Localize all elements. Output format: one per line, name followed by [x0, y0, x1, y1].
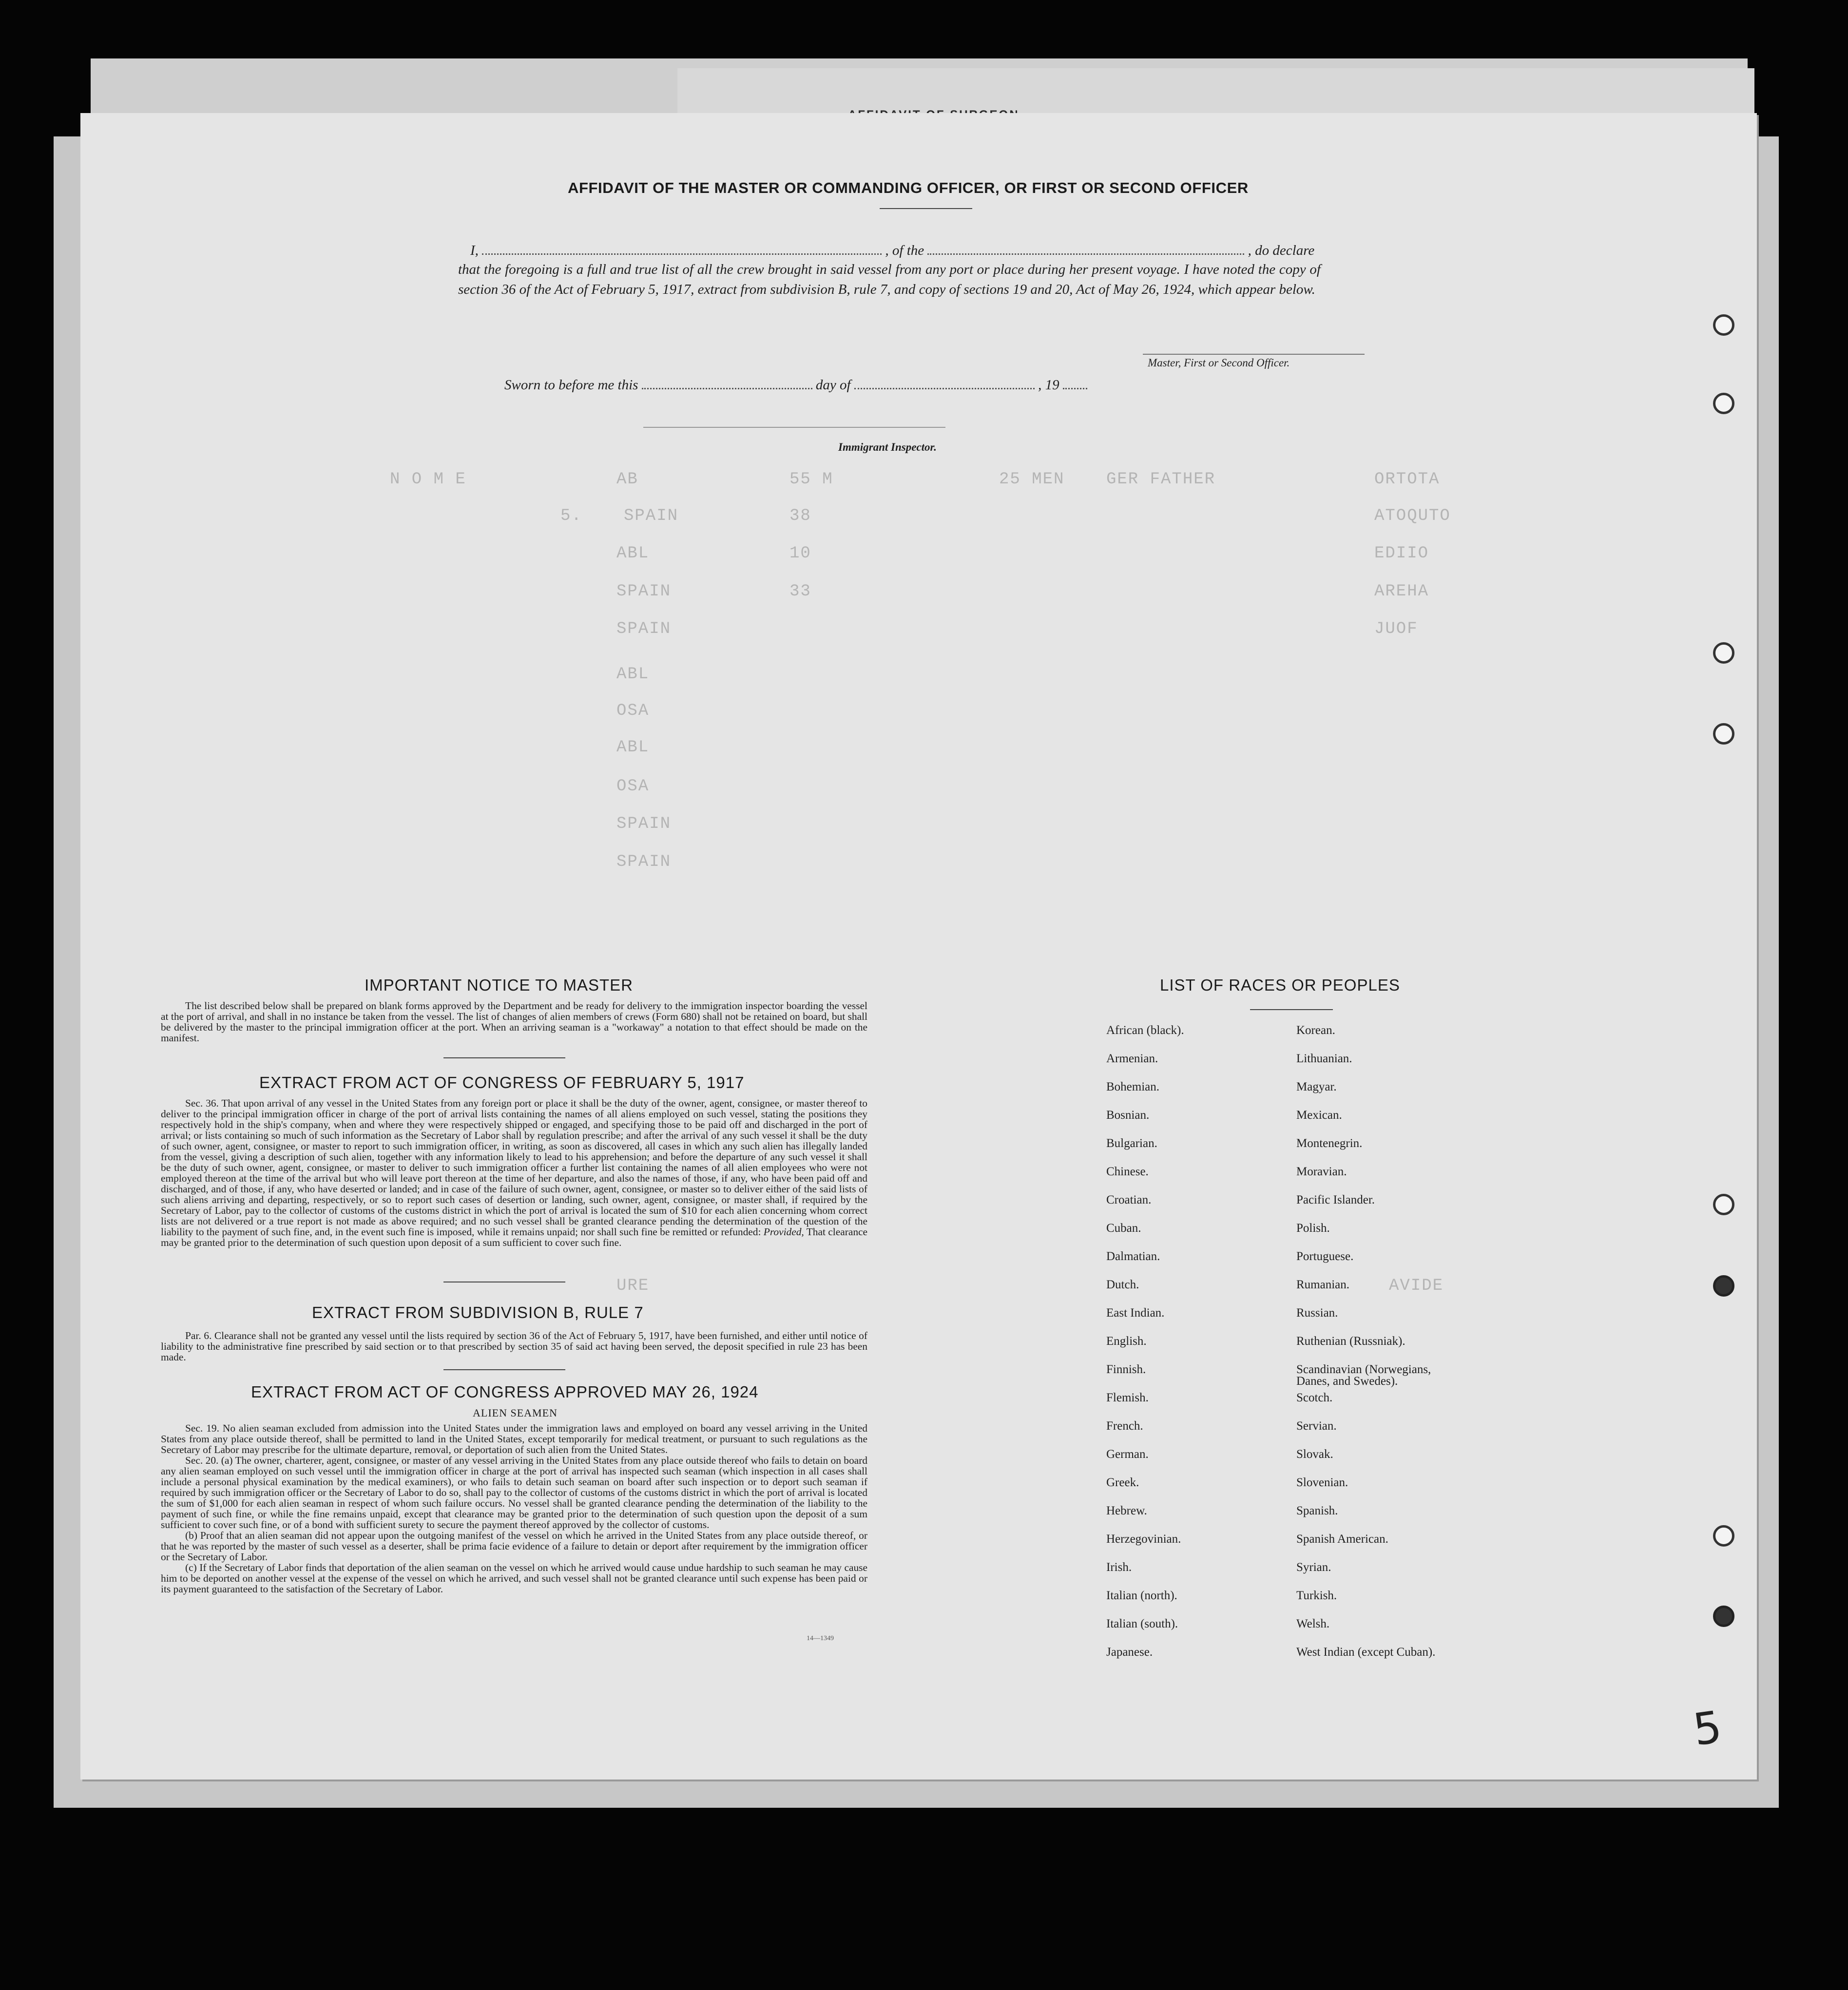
- form-number: 14—1349: [807, 1635, 834, 1642]
- rule7-title: EXTRACT FROM SUBDIVISION B, RULE 7: [312, 1303, 644, 1321]
- race-item: West Indian (except Cuban).: [1296, 1646, 1436, 1659]
- handwritten-page-number: 5: [1690, 1701, 1725, 1756]
- race-item: Syrian.: [1296, 1561, 1331, 1574]
- race-item: Croatian.: [1106, 1193, 1152, 1206]
- punch-hole: [1713, 642, 1734, 664]
- affidavit-of-the: , of the: [885, 243, 924, 258]
- sworn-month-blank[interactable]: [854, 377, 1035, 389]
- race-item: Irish.: [1106, 1561, 1132, 1574]
- race-item: Magyar.: [1296, 1080, 1337, 1093]
- race-item: Servian.: [1296, 1419, 1337, 1433]
- race-item: Greek.: [1106, 1476, 1139, 1489]
- race-item: Moravian.: [1296, 1165, 1347, 1178]
- race-item: Montenegrin.: [1296, 1137, 1363, 1150]
- extract-1924-text: [161, 1423, 867, 1594]
- race-item: Italian (north).: [1106, 1589, 1177, 1602]
- title-rule: [880, 208, 972, 209]
- affidavit-declare: , do declare: [1248, 243, 1315, 258]
- master-caption: Master, First or Second Officer.: [1148, 357, 1290, 369]
- race-item: East Indian.: [1106, 1306, 1165, 1320]
- race-item: Bohemian.: [1106, 1080, 1160, 1093]
- race-item: Hebrew.: [1106, 1504, 1147, 1517]
- alien-seamen-subtitle: ALIEN SEAMEN: [473, 1407, 558, 1419]
- races-column-1: [1106, 1025, 1184, 1675]
- race-item: Ruthenian (Russniak).: [1296, 1335, 1405, 1348]
- day-of-label: day of: [815, 377, 851, 393]
- section-20a: Sec. 20. (a) The owner, charterer, agent, consignee, or master of any vessel arriving in the United States from any place outside thereof who fails to detain on board any alien seaman employed on such vessel until the immigration officer in charge at the port of arrival has inspected such seaman (which inspection in all cases shall include a personal physical examination by the medical examiners), or who fails to detain such seaman on board after such inspection or to deport such seaman if required by such immigration officer or the Secretary of Labor to do so, shall pay to the collector of customs of the customs district in which the port of arrival is located the sum of $1,000 for each alien seaman in respect of whom such failure occurs. No vessel shall be granted clearance pending the determination of the liability to the payment of such fine, or while the fine remains unpaid, except that clearance may be granted prior to the determination of such question upon the deposit of a sum sufficient to cover such fine, or of a bond with sufficient surety to secure the payment thereof approved by the collector of customs.: [161, 1454, 867, 1531]
- race-item: German.: [1106, 1448, 1149, 1461]
- year-prefix: , 19: [1038, 377, 1059, 393]
- punch-hole: [1713, 723, 1734, 745]
- race-item: Armenian.: [1106, 1052, 1158, 1065]
- section-19: Sec. 19. No alien seaman excluded from admission into the United States under the immigration laws and employed on board any vessel arriving in the United States from any place outside thereof, shall be permitted to land in the United States, except temporarily for medical treatment, or pursuant to such regulations as the Secretary of Labor may prescribe for the ultimate departure, removal, or deportation of such alien from the United States.: [161, 1422, 867, 1455]
- race-item: Japanese.: [1106, 1646, 1153, 1659]
- section-20c: (c) If the Secretary of Labor finds that deportation of the alien seaman on the vessel on which he arrived would cause undue hardship to such seaman he may cause him to be deported on another vessel at the expense of the vessel on which he arrived, and such vessel shall not be granted clearance until such expense has been paid or its payment guaranteed to the satisfaction of the Secretary of Labor.: [161, 1562, 867, 1595]
- punch-hole: [1713, 393, 1734, 414]
- race-item: Polish.: [1296, 1222, 1330, 1235]
- race-item: Spanish.: [1296, 1504, 1338, 1517]
- affidavit-line1: [470, 241, 1367, 261]
- punch-hole: [1713, 1194, 1734, 1215]
- race-item: Dutch.: [1106, 1278, 1139, 1291]
- race-item: Welsh.: [1296, 1617, 1330, 1630]
- race-item: Italian (south).: [1106, 1617, 1178, 1630]
- provided-word: Provided,: [763, 1226, 804, 1238]
- race-item: Scandinavian (Norwegians, Danes, and Swedes).: [1296, 1363, 1431, 1388]
- section-20b: (b) Proof that an alien seaman did not appear upon the outgoing manifest of the vessel on which he arrived in the United States from any place outside thereof, or that he was reported by the master of such vessel as a deserter, shall be prima facie evidence of a failure to detain or deport after requirement by the immigration officer or the Secretary of Labor.: [161, 1530, 867, 1563]
- rule7-text: Par. 6. Clearance shall not be granted any vessel until the lists required by section 36 of the Act of February 5, 1917, have been furnished, and either until notice of liability to the administrative fine prescribed by said section or to that prescribed by section 35 of said act having been served, the deposit specified in rule 23 has been made.: [161, 1330, 867, 1363]
- section-36-body: That upon arrival of any vessel in the United States from any foreign port or place it shall be the duty of the owner, agent, consignee, or master thereof to deliver to the principal immigration officer in charge of the port of arrival lists containing the names of all aliens employed on such vessel, stating the positions they respectively hold in the ship's company, when and where they were respectively shipped or engaged, and specifying those to be paid off and discharged in the port of arrival; or lists containing so much of such information as the Secretary of Labor shall by regulation prescribe; and after the arrival of any such vessel it shall be the duty of such owner, agent, consignee, or master to report to such immigration officer, in writing, as soon as discovered, all cases in which any such alien has illegally landed from the vessel, giving a description of such alien, together with any information likely to lead to his apprehension; and before the departure of any such vessel it shall be the duty of such owner, agent, consignee, or master to deliver to such immigration officer a further list containing the names of all alien employees who were not employed thereon at the time of the arrival but who will leave port thereon at the time of her departure, and also the names of those, if any, who have been paid off and discharged, and of those, if any, who have deserted or landed; and in case of the failure of such owner, agent, consignee, or master so to deliver either of the said lists of such aliens arriving and departing, respectively, or so to report such cases of desertion or landing, such owner, agent, consignee, or master shall, if required by the Secretary of Labor, pay to the collector of customs of the customs district in which the port of arrival is located the sum of $10 for each alien concerning whom correct lists are not delivered or a true report is not made as above required; and no such vessel shall be granted clearance pending the determination of the question of the liability to the payment of such fine, and, in the event such fine is imposed, while it remains unpaid; nor shall such fine be remitted or refunded:: [161, 1097, 867, 1238]
- section-36-tail: That clearance may be granted prior to the determination of such question upon deposit of a sum sufficient to cover such fine.: [161, 1226, 868, 1248]
- races-title: LIST OF RACES OR PEOPLES: [1160, 976, 1400, 994]
- race-item: Flemish.: [1106, 1391, 1149, 1404]
- race-item: Bulgarian.: [1106, 1137, 1157, 1150]
- divider: [1250, 1009, 1333, 1010]
- race-item: Herzegovinian.: [1106, 1532, 1181, 1546]
- affidavit-body: that the foregoing is a full and true list of all the crew brought in said vessel from any port or place during her present voyage. I have noted the copy of section 36 of the Act of February 5, 1917, extract from subdivision B, rule 7, and copy of sections 19 and 20, Act of May 26, 1924, which appear below.: [458, 262, 1321, 297]
- extract-1917-text: [161, 1098, 867, 1248]
- affidavit-title: AFFIDAVIT OF THE MASTER OR COMMANDING OFFICER, OR FIRST OR SECOND OFFICER: [568, 179, 1249, 196]
- inspector-signature-line[interactable]: [643, 427, 945, 428]
- notice-text: The list described below shall be prepared on blank forms approved by the Department and be ready for delivery to the immigration inspector boarding the vessel at the port of arrival, and shall in no instance be taken from the vessel. The list of changes of alien members of crews (Form 680) shall not be retained on board, but shall be delivered by the master to the principal immigration officer at the port. When an arriving seaman is a "workaway" a notation to that effect should be made on the manifest.: [161, 1000, 867, 1044]
- race-item: Lithuanian.: [1296, 1052, 1352, 1065]
- affidavit-i: I,: [470, 243, 479, 258]
- section-36-label: Sec. 36.: [185, 1097, 219, 1109]
- sworn-label: Sworn to before me this: [504, 377, 638, 393]
- sworn-line: [504, 375, 1187, 395]
- race-item: Dalmatian.: [1106, 1250, 1160, 1263]
- punch-hole: [1713, 314, 1734, 336]
- race-item: Slovak.: [1296, 1448, 1333, 1461]
- extract-1917-title: EXTRACT FROM ACT OF CONGRESS OF FEBRUARY 5, 1917: [259, 1073, 745, 1091]
- race-item: Mexican.: [1296, 1109, 1342, 1122]
- race-item: Rumanian.: [1296, 1278, 1350, 1291]
- race-item: Pacific Islander.: [1296, 1193, 1375, 1206]
- divider: [443, 1057, 565, 1058]
- race-item: African (black).: [1106, 1024, 1184, 1037]
- name-blank[interactable]: [482, 243, 882, 255]
- race-item: Turkish.: [1296, 1589, 1337, 1602]
- divider: [443, 1369, 565, 1370]
- race-item: Chinese.: [1106, 1165, 1149, 1178]
- race-item: Cuban.: [1106, 1222, 1141, 1235]
- notice-title: IMPORTANT NOTICE TO MASTER: [365, 976, 634, 994]
- sworn-year-blank[interactable]: [1063, 377, 1087, 389]
- race-item: Bosnian.: [1106, 1109, 1150, 1122]
- extract-1924-title: EXTRACT FROM ACT OF CONGRESS APPROVED MAY 26, 1924: [251, 1383, 759, 1401]
- inspector-caption: Immigrant Inspector.: [838, 441, 937, 453]
- race-item: Spanish American.: [1296, 1532, 1388, 1546]
- race-item: Finnish.: [1106, 1363, 1146, 1376]
- race-item: Slovenian.: [1296, 1476, 1348, 1489]
- race-item: Scotch.: [1296, 1391, 1333, 1404]
- race-item: Portuguese.: [1296, 1250, 1354, 1263]
- punch-hole: [1713, 1525, 1734, 1547]
- vessel-blank[interactable]: [927, 243, 1244, 255]
- punch-hole: [1713, 1275, 1734, 1297]
- sworn-date-blank[interactable]: [642, 377, 812, 389]
- race-item: Russian.: [1296, 1306, 1338, 1320]
- race-item: Korean.: [1296, 1024, 1335, 1037]
- race-item: English.: [1106, 1335, 1147, 1348]
- races-column-2: [1296, 1025, 1457, 1675]
- punch-hole: [1713, 1606, 1734, 1627]
- race-item: French.: [1106, 1419, 1143, 1433]
